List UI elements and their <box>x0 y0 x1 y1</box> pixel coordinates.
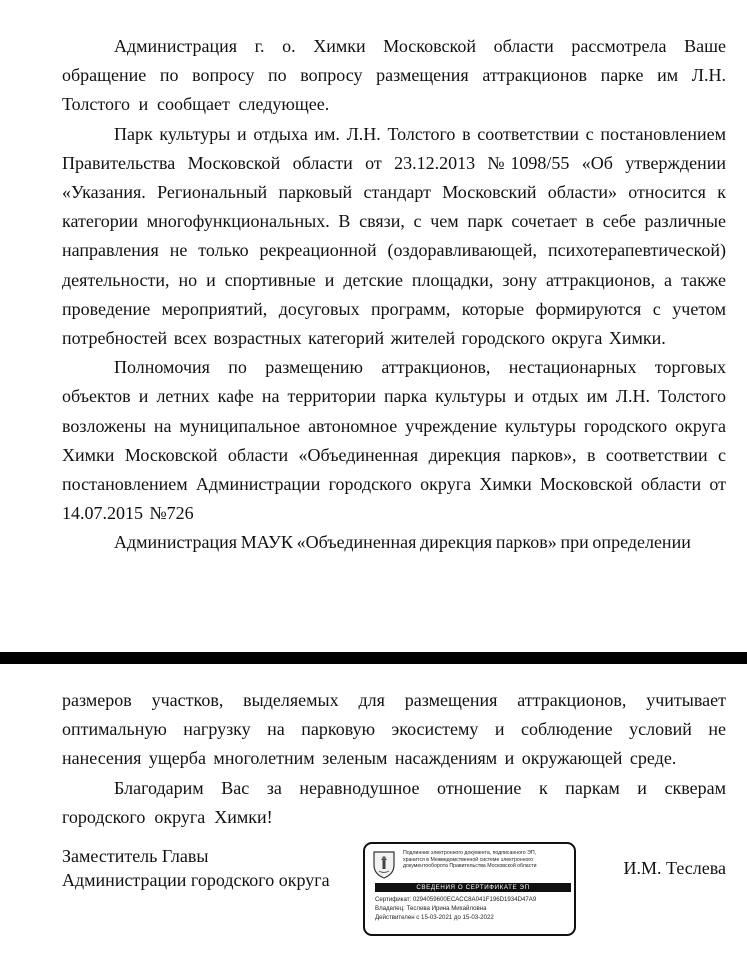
stamp-header: СВЕДЕНИЯ О СЕРТИФИКАТЕ ЭП <box>375 883 571 892</box>
paragraph-park-category: Парк культуры и отдыха им. Л.Н. Толстого в соответствии с постановлением Правительства Московской области от 23.12.2013 №1098/55 «Об утверждении «Указания. Региональный парковый стандарт Московский области» относится к категории многофункциональных. В связи, с чем парк сочетает в себе различные направления не только рекреационной (оздоравливающей, психотерапевтической) деятельности, но и спортивные и детские площадки, зону аттракционов, а также проведение мероприятий, досуговых программ, которые формируются с учетом потребностей всех возрастных категорий жителей городского округа Химки. <box>62 123 726 349</box>
paragraph-intro: Администрация г. о. Химки Московской области рассмотрела Ваше обращение по вопросу по вопросу размещения аттракционов парке им Л.Н. Толстого и сообщает следующее. <box>62 36 726 115</box>
paragraph-thanks: Благодарим Вас за неравнодушное отношение к паркам и скверам городского округа Химки! <box>62 777 726 827</box>
paragraph-continuation: размеров участков, выделяемых для размещения аттракционов, учитывает оптимальную нагрузку на парковую экосистему и соблюдение условий не нанесения ущерба многолетним зеленым насаждениям и окружающей среде. <box>62 690 726 769</box>
stamp-validity: Действителен с 15-03-2021 до 15-03-2022 <box>375 914 494 921</box>
electronic-signature-stamp <box>363 842 576 936</box>
document-page-2 <box>0 664 747 955</box>
stamp-certificate: Сертификат: 0294059600ECACC8A041F196D1934D47A9 <box>375 896 537 903</box>
position-line-1: Заместитель Главы <box>62 846 209 866</box>
stamp-intro-text <box>403 850 573 870</box>
page-break-bar <box>0 652 747 664</box>
stamp-intro-line-3: документооборота Правительства Московской области <box>403 863 537 870</box>
signatory-position <box>62 844 330 892</box>
position-line-2: Администрации городского округа <box>62 870 330 890</box>
stamp-details <box>375 895 571 922</box>
stamp-intro-line-2: хранится в Межведомственной системе электронного <box>403 856 533 863</box>
stamp-intro-line-1: Подлинник электронного документа, подписанного ЭП, <box>403 850 537 856</box>
stamp-owner: Владелец: Теслева Ирина Михайловна <box>375 905 487 912</box>
body-text-page-2 <box>62 686 726 832</box>
paragraph-administration: Администрация МАУК «Объединенная дирекция парков» при определении <box>114 532 691 553</box>
body-text-page-1 <box>62 32 726 558</box>
coat-of-arms-icon <box>371 849 397 879</box>
signatory-name: И.М. Теслева <box>623 858 726 878</box>
paragraph-authority: Полномочия по размещению аттракционов, нестационарных торговых объектов и летних кафе на территории парка культуры и отдых им Л.Н. Толстого возложены на муниципальное автономное учреждение культуры городского округа Химки Московской области «Объединенная дирекция парков», в соответствии с постановлением Администрации городского округа Химки Московской области от 14.07.2015 №726 <box>62 357 726 524</box>
